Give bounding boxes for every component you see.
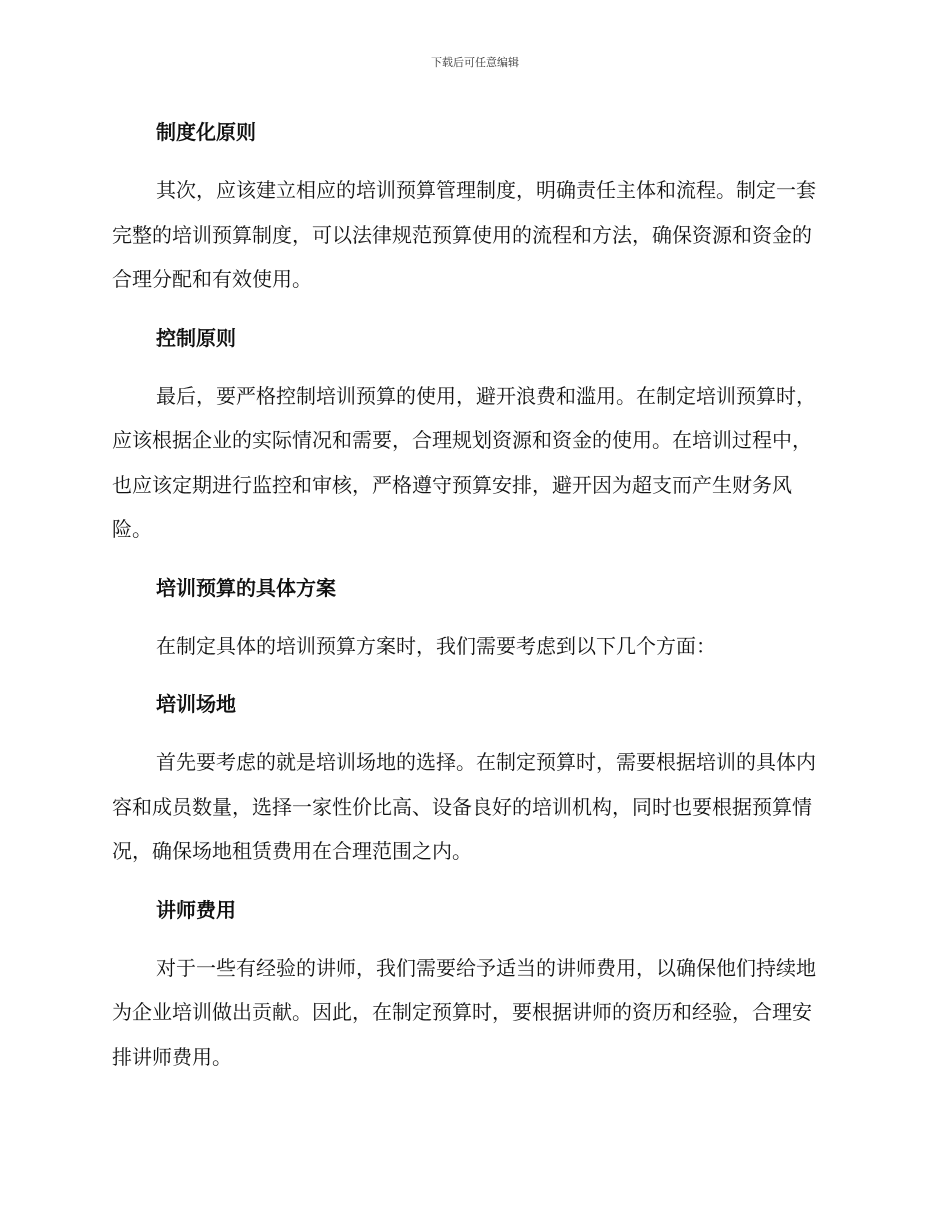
section-paragraph-budget-plan: 在制定具体的培训预算方案时，我们需要考虑到以下几个方面： [156,633,716,658]
section-paragraph-lecturer-fees: 对于一些有经验的讲师，我们需要给予适当的讲师费用，以确保他们持续地为企业培训做出贡献。因此，在制定预算时，要根据讲师的资历和经验，合理安排讲师费用。 [112,955,816,1069]
section-paragraph-control-principle: 最后，要严格控制培训预算的使用，避开浪费和滥用。在制定培训预算时，应该根据企业的实际情况和需要，合理规划资源和资金的使用。在培训过程中，也应该定期进行监控和审核，严格遵守预算安排，避开因为超支而产生财务风险。 [112,383,816,541]
section-heading-institutional-principle: 制度化原则 [156,120,256,144]
section-paragraph-institutional-principle: 其次，应该建立相应的培训预算管理制度，明确责任主体和流程。制定一套完整的培训预算制度，可以法律规范预算使用的流程和方法，确保资源和资金的合理分配和有效使用。 [112,178,816,291]
document-body [112,110,830,1093]
section-heading-training-venue: 培训场地 [156,692,236,716]
page-header: 下载后可任意编辑 [431,56,519,69]
section-heading-budget-plan: 培训预算的具体方案 [156,575,336,600]
section-paragraph-training-venue: 首先要考虑的就是培训场地的选择。在制定预算时，需要根据培训的具体内容和成员数量，选择一家性价比高、设备良好的培训机构，同时也要根据预算情况，确保场地租赁费用在合理范围之内。 [112,750,816,863]
section-heading-lecturer-fees: 讲师费用 [156,897,236,922]
section-heading-control-principle: 控制原则 [156,325,236,350]
